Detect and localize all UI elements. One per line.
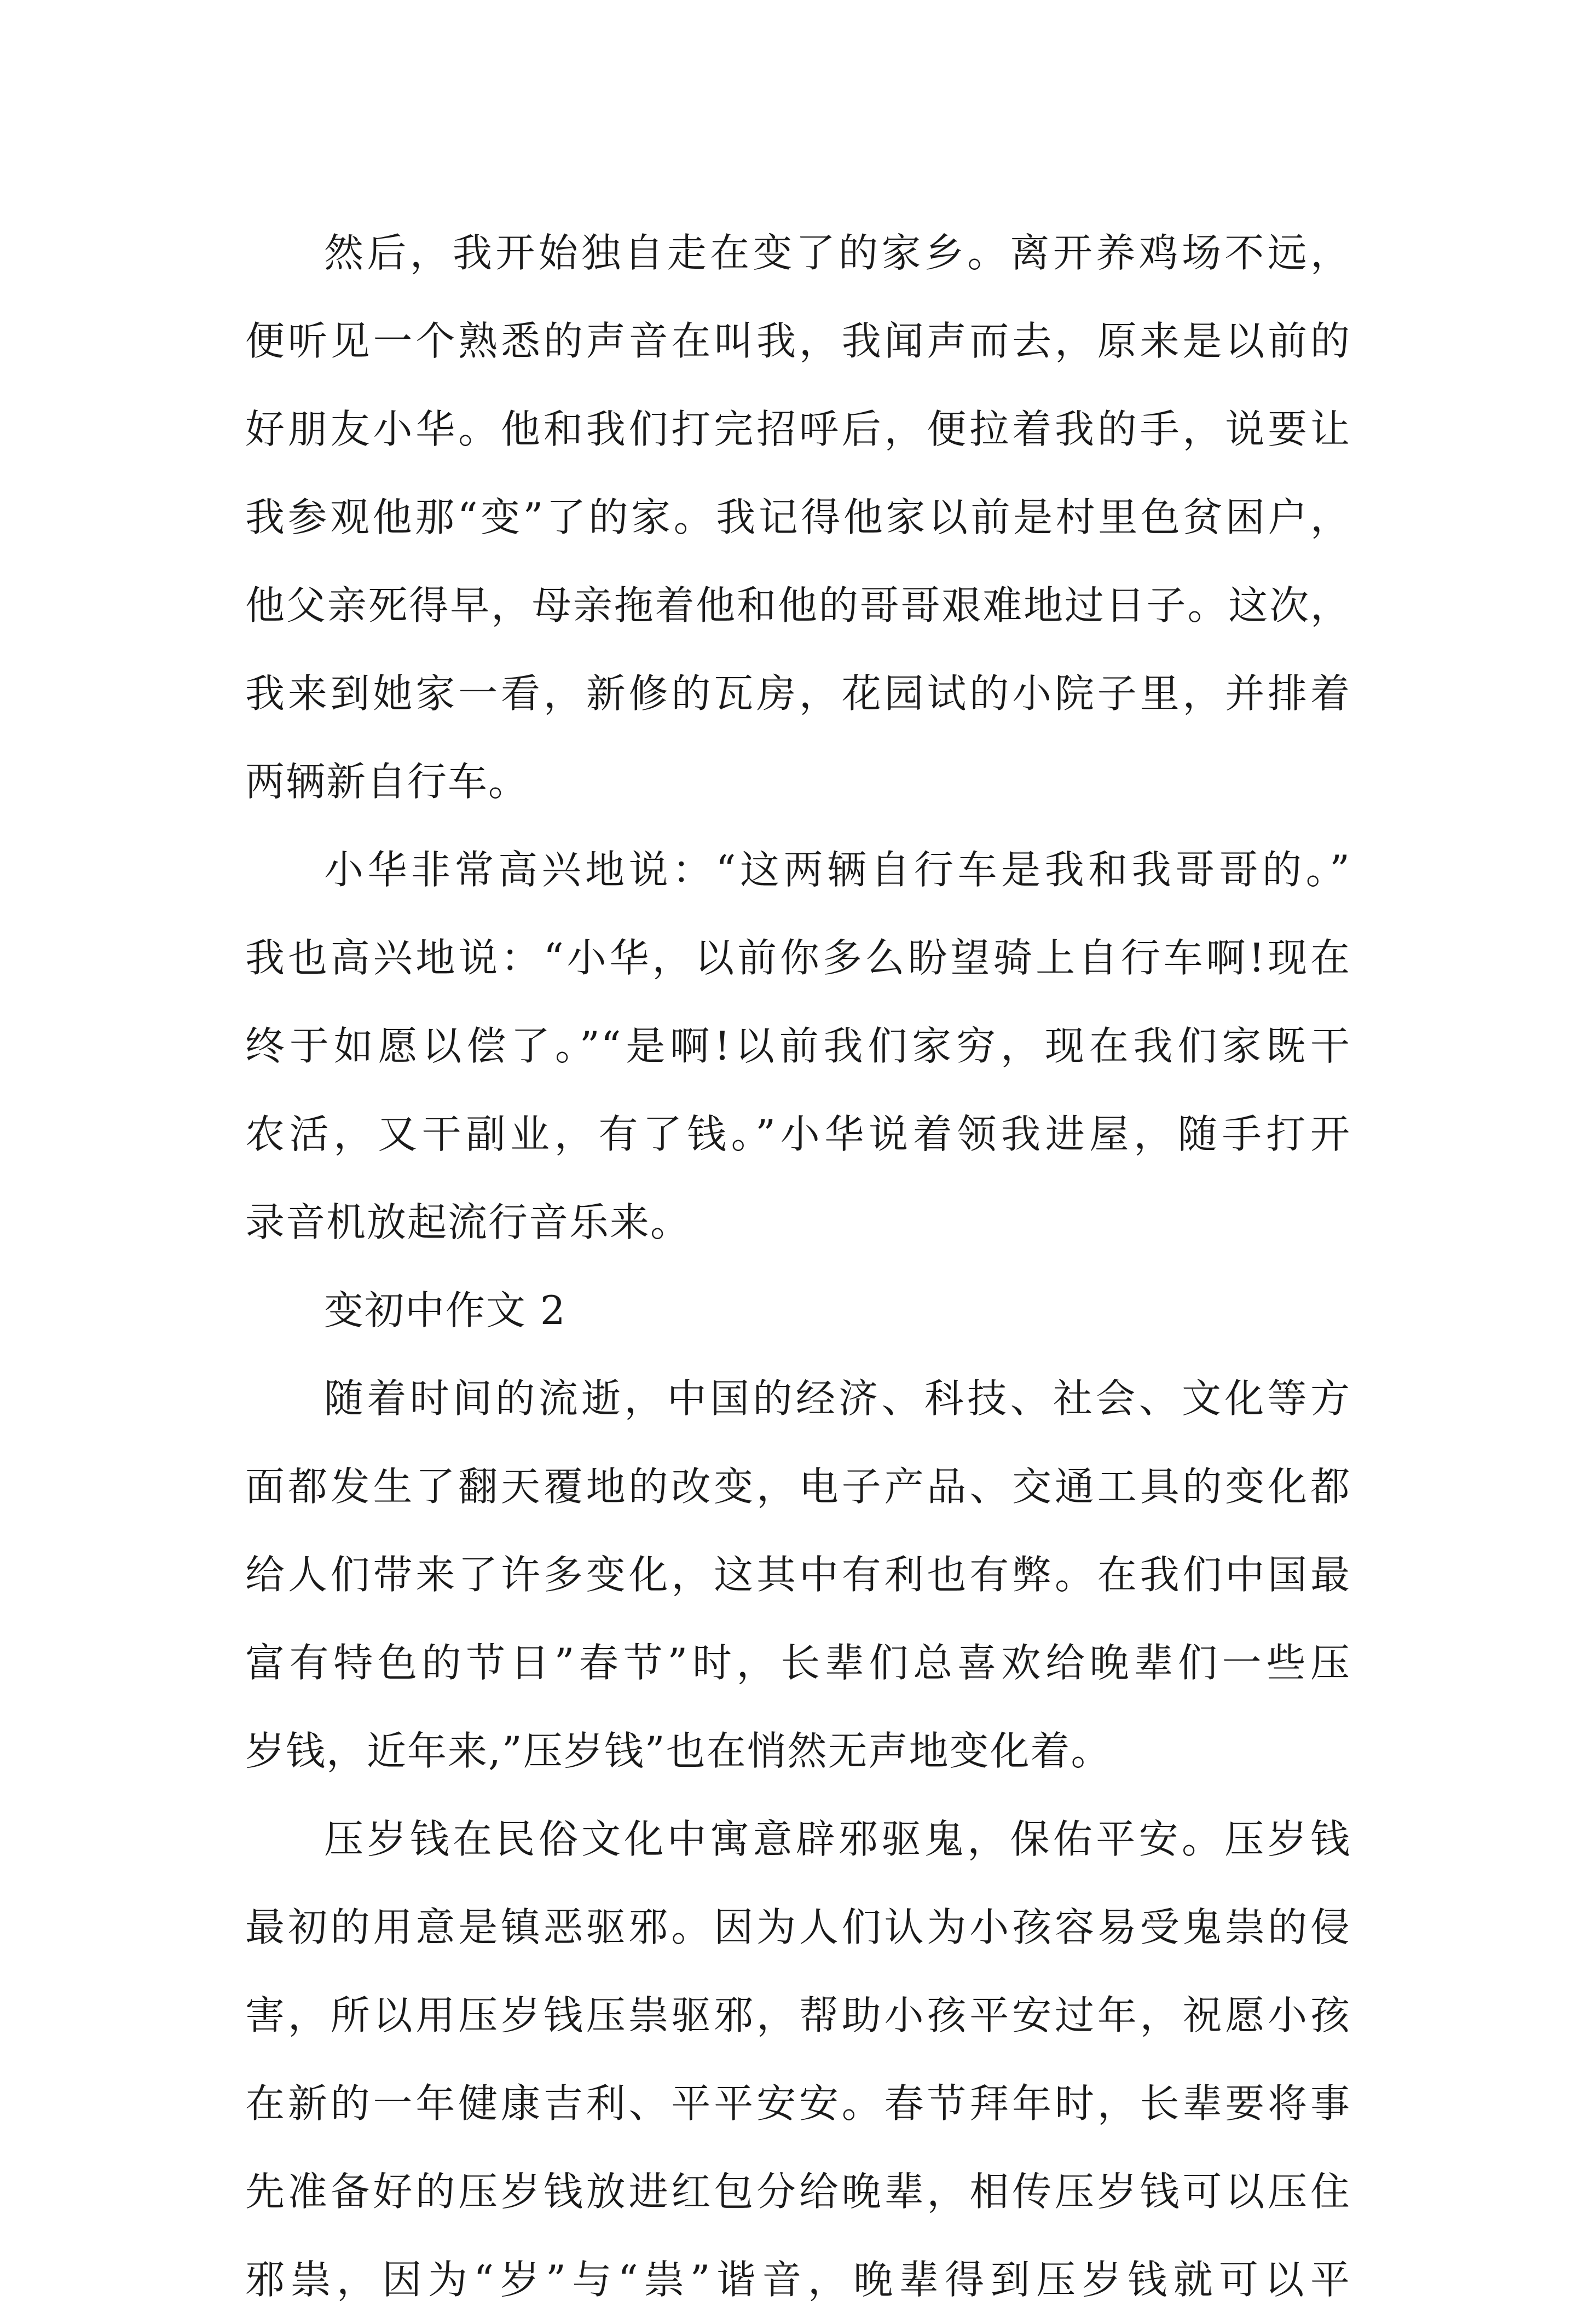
section-heading	[245, 1267, 1351, 1355]
paragraph	[245, 209, 1351, 826]
text-line: 便听见一个熟悉的声音在叫我，我闻声而去，原来是以前的	[245, 318, 1351, 364]
text-line: 农活，又干副业，有了钱。”小华说着领我进屋，随手打开	[245, 1111, 1351, 1157]
document-body	[245, 209, 1351, 2324]
text-line: 两辆新自行车。	[245, 759, 529, 805]
text-line: 富有特色的节日”春节”时，长辈们总喜欢给晚辈们一些压	[245, 1640, 1351, 1686]
text-line: 随着时间的流逝，中国的经济、科技、社会、文化等方	[324, 1375, 1351, 1421]
text-line: 给人们带来了许多变化，这其中有利也有弊。在我们中国最	[245, 1552, 1351, 1598]
paragraph	[245, 1355, 1351, 1795]
text-line: 好朋友小华。他和我们打完招呼后，便拉着我的手，说要让	[245, 406, 1351, 452]
text-line: 压岁钱在民俗文化中寓意辟邪驱鬼，保佑平安。压岁钱	[324, 1816, 1351, 1862]
text-line: 面都发生了翻天覆地的改变，电子产品、交通工具的变化都	[245, 1464, 1351, 1510]
text-line: 害，所以用压岁钱压祟驱邪，帮助小孩平安过年，祝愿小孩	[245, 1992, 1351, 2038]
text-line: 在新的一年健康吉利、平平安安。春节拜年时，长辈要将事	[245, 2080, 1351, 2126]
text-line: 岁钱，近年来,”压岁钱”也在悄然无声地变化着。	[245, 1728, 1112, 1774]
text-line: 邪祟，因为“岁”与“祟”谐音，晚辈得到压岁钱就可以平	[245, 2257, 1351, 2303]
text-line: 我也高兴地说：“小华，以前你多么盼望骑上自行车啊!现在	[245, 935, 1351, 981]
text-line: 先准备好的压岁钱放进红包分给晚辈，相传压岁钱可以压住	[245, 2169, 1351, 2215]
text-line: 他父亲死得早，母亲拖着他和他的哥哥艰难地过日子。这次，	[245, 582, 1351, 628]
text-line: 录音机放起流行音乐来。	[245, 1199, 691, 1245]
text-line: 我参观他那“变”了的家。我记得他家以前是村里色贫困户，	[245, 494, 1351, 540]
paragraph	[245, 826, 1351, 1267]
heading-text: 变初中作文 2	[324, 1287, 566, 1333]
text-line: 然后，我开始独自走在变了的家乡。离开养鸡场不远，	[324, 230, 1351, 276]
text-line: 最初的用意是镇恶驱邪。因为人们认为小孩容易受鬼祟的侵	[245, 1904, 1351, 1950]
text-line: 小华非常高兴地说：“这两辆自行车是我和我哥哥的。”	[324, 847, 1351, 893]
text-line: 终于如愿以偿了。”“是啊!以前我们家穷，现在我们家既干	[245, 1023, 1351, 1069]
text-line: 我来到她家一看，新修的瓦房，花园试的小院子里，并排着	[245, 670, 1351, 716]
paragraph	[245, 1795, 1351, 2324]
